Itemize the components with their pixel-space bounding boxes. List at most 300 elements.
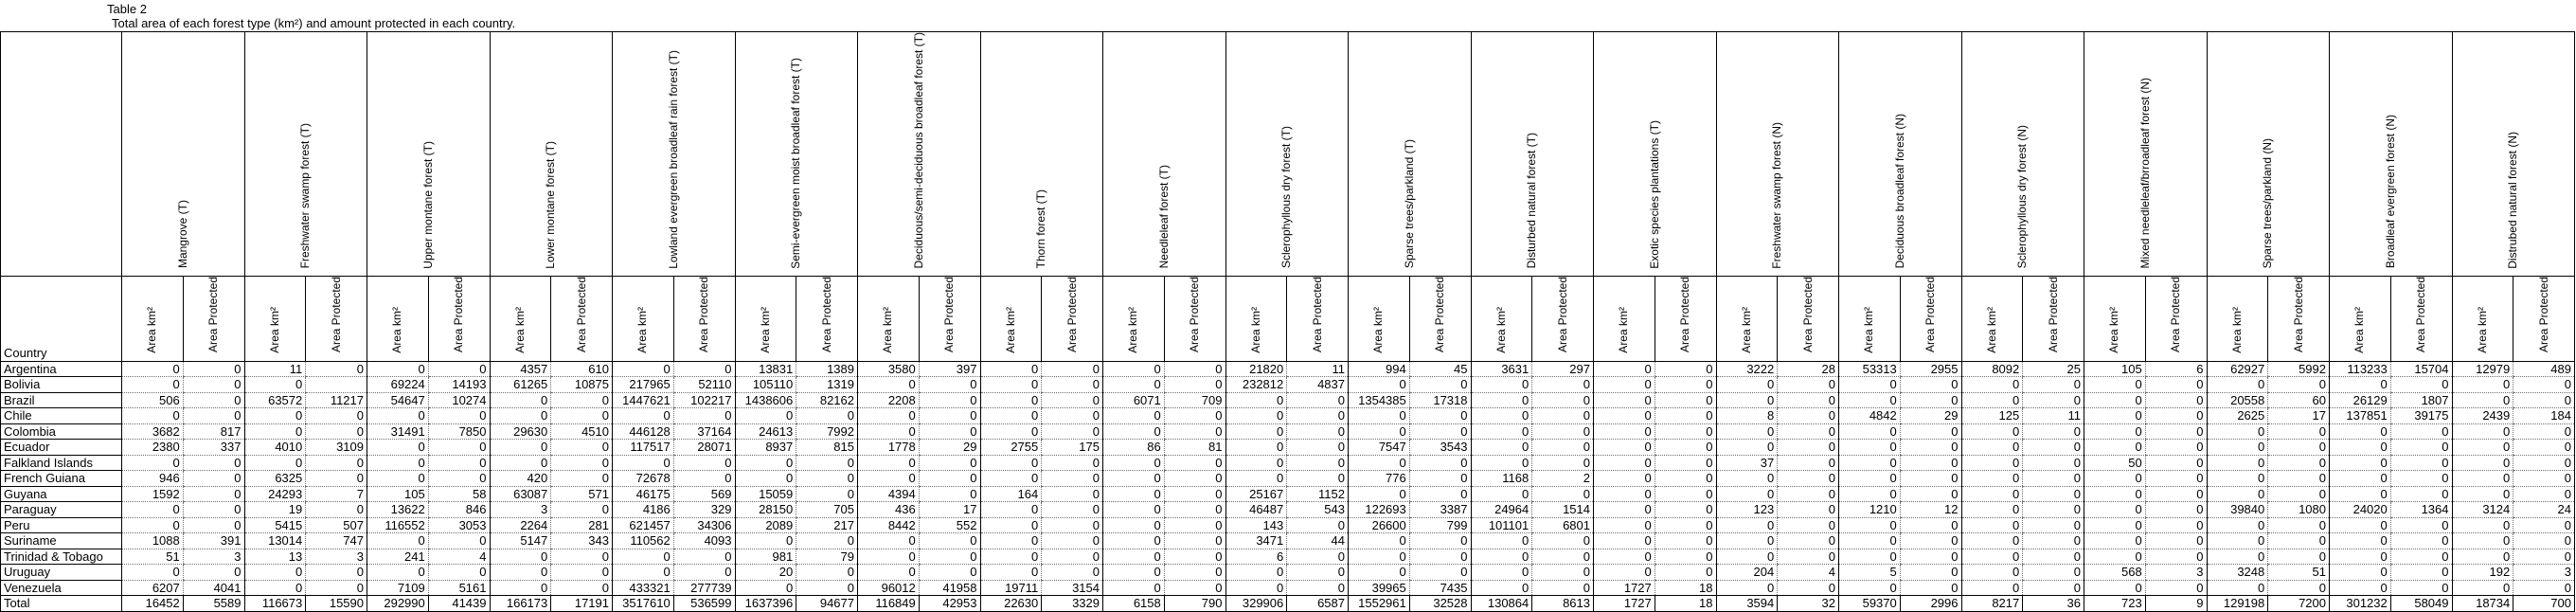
protected-value-cell: 0 bbox=[2023, 565, 2084, 581]
area-value-cell: 16452 bbox=[122, 596, 184, 612]
area-value-cell: 22630 bbox=[980, 596, 1042, 612]
forest-type-label: Disturbed natural forest (T) bbox=[1525, 133, 1539, 269]
table-row bbox=[1, 440, 2575, 456]
area-value-cell: 20 bbox=[735, 565, 796, 581]
area-value-cell: 0 bbox=[1471, 392, 1532, 408]
area-value-cell: 61265 bbox=[490, 377, 551, 393]
protected-value-cell: 0 bbox=[428, 471, 490, 487]
area-value-cell: 3580 bbox=[858, 361, 920, 377]
protected-value-cell: 0 bbox=[1900, 392, 1961, 408]
area-subheader bbox=[1471, 277, 1532, 361]
table-row bbox=[1, 486, 2575, 502]
forest-type-label: Lower montane forest (T) bbox=[544, 140, 558, 269]
area-value-cell: 192 bbox=[2452, 565, 2513, 581]
protected-value-cell: 41439 bbox=[428, 596, 490, 612]
area-value-cell: 2380 bbox=[122, 440, 184, 456]
area-value-cell: 0 bbox=[1961, 440, 2023, 456]
area-value-cell: 0 bbox=[1594, 455, 1655, 471]
protected-value-cell: 6587 bbox=[1287, 596, 1349, 612]
area-value-cell: 6325 bbox=[244, 471, 306, 487]
protected-value-cell: 18 bbox=[1655, 580, 1716, 596]
area-value-cell: 8937 bbox=[735, 440, 796, 456]
protected-value-cell: 6 bbox=[2145, 361, 2207, 377]
area-value-cell: 0 bbox=[244, 377, 306, 393]
protected-value-cell: 0 bbox=[2268, 517, 2330, 533]
protected-value-cell: 17 bbox=[919, 502, 980, 518]
area-value-cell: 26600 bbox=[1349, 517, 1410, 533]
area-value-cell: 0 bbox=[1225, 423, 1287, 440]
protected-value-cell: 0 bbox=[2268, 471, 2330, 487]
area-value-cell: 105 bbox=[367, 486, 429, 502]
area-value-cell: 0 bbox=[1594, 549, 1655, 565]
area-value-cell: 0 bbox=[1839, 392, 1901, 408]
protected-value-cell: 3053 bbox=[428, 517, 490, 533]
area-value-cell: 0 bbox=[2330, 533, 2391, 549]
area-value-cell: 0 bbox=[2330, 486, 2391, 502]
area-subheader bbox=[735, 277, 796, 361]
protected-value-cell: 10274 bbox=[428, 392, 490, 408]
area-value-cell: 0 bbox=[1594, 408, 1655, 424]
protected-value-cell: 0 bbox=[306, 361, 367, 377]
area-value-cell: 1778 bbox=[858, 440, 920, 456]
protected-value-cell: 10875 bbox=[551, 377, 613, 393]
area-value-cell: 0 bbox=[1961, 392, 2023, 408]
area-value-cell: 0 bbox=[2452, 549, 2513, 565]
protected-value-cell: 0 bbox=[2390, 533, 2452, 549]
protected-subheader-label: Area Protected bbox=[1555, 277, 1569, 353]
protected-value-cell: 0 bbox=[1655, 471, 1716, 487]
area-value-cell: 0 bbox=[2452, 580, 2513, 596]
area-value-cell: 204 bbox=[1716, 565, 1778, 581]
country-cell: Colombia bbox=[1, 423, 122, 440]
protected-value-cell: 0 bbox=[1900, 549, 1961, 565]
protected-value-cell: 0 bbox=[428, 533, 490, 549]
area-value-cell: 0 bbox=[1961, 455, 2023, 471]
protected-value-cell: 507 bbox=[306, 517, 367, 533]
protected-value-cell: 0 bbox=[183, 377, 244, 393]
area-value-cell: 53313 bbox=[1839, 361, 1901, 377]
protected-value-cell: 0 bbox=[919, 455, 980, 471]
forest-type-header bbox=[613, 32, 736, 277]
protected-value-cell: 3154 bbox=[1042, 580, 1103, 596]
area-value-cell: 0 bbox=[2207, 455, 2268, 471]
area-subheader bbox=[1225, 277, 1287, 361]
area-value-cell: 0 bbox=[1594, 565, 1655, 581]
area-value-cell: 54647 bbox=[367, 392, 429, 408]
area-value-cell: 0 bbox=[2207, 440, 2268, 456]
area-value-cell: 26129 bbox=[2330, 392, 2391, 408]
table-row bbox=[1, 502, 2575, 518]
protected-value-cell: 0 bbox=[2023, 549, 2084, 565]
protected-subheader bbox=[2023, 277, 2084, 361]
area-value-cell: 6158 bbox=[1103, 596, 1165, 612]
protected-value-cell: 0 bbox=[2390, 471, 2452, 487]
protected-subheader bbox=[1409, 277, 1471, 361]
area-value-cell: 63087 bbox=[490, 486, 551, 502]
area-value-cell: 0 bbox=[1716, 486, 1778, 502]
protected-subheader bbox=[2268, 277, 2330, 361]
area-value-cell: 2208 bbox=[858, 392, 920, 408]
area-value-cell: 0 bbox=[2084, 423, 2146, 440]
area-value-cell: 0 bbox=[1471, 455, 1532, 471]
protected-subheader-label: Area Protected bbox=[1064, 277, 1079, 353]
protected-value-cell: 0 bbox=[2513, 580, 2575, 596]
protected-value-cell: 5161 bbox=[428, 580, 490, 596]
protected-subheader-label: Area Protected bbox=[2291, 277, 2305, 353]
forest-type-label: Semi-evergreen moist broadleaf forest (T) bbox=[789, 57, 803, 269]
protected-value-cell: 0 bbox=[1042, 408, 1103, 424]
area-value-cell: 12979 bbox=[2452, 361, 2513, 377]
protected-value-cell: 3387 bbox=[1409, 502, 1471, 518]
protected-subheader-label: Area Protected bbox=[942, 277, 957, 353]
protected-value-cell: 0 bbox=[919, 471, 980, 487]
area-value-cell: 0 bbox=[122, 517, 184, 533]
area-value-cell: 19711 bbox=[980, 580, 1042, 596]
protected-value-cell: 0 bbox=[1655, 486, 1716, 502]
forest-type-label: Needleleaf forest (T) bbox=[1156, 165, 1171, 269]
protected-value-cell: 17318 bbox=[1409, 392, 1471, 408]
protected-value-cell: 0 bbox=[1042, 377, 1103, 393]
area-value-cell: 0 bbox=[367, 408, 429, 424]
country-cell: Guyana bbox=[1, 486, 122, 502]
area-subheader-label: Area km² bbox=[635, 306, 650, 353]
protected-subheader bbox=[2145, 277, 2207, 361]
protected-value-cell: 0 bbox=[1778, 471, 1839, 487]
protected-value-cell: 0 bbox=[1655, 423, 1716, 440]
area-subheader bbox=[613, 277, 674, 361]
protected-value-cell: 1389 bbox=[796, 361, 858, 377]
table-row bbox=[1, 565, 2575, 581]
area-value-cell: 292990 bbox=[367, 596, 429, 612]
table-row bbox=[1, 423, 2575, 440]
protected-value-cell: 0 bbox=[1655, 565, 1716, 581]
area-value-cell: 0 bbox=[1716, 580, 1778, 596]
forest-type-label: Freshwater swamp forest (N) bbox=[1770, 121, 1784, 269]
protected-value-cell: 0 bbox=[1655, 549, 1716, 565]
area-value-cell: 37 bbox=[1716, 455, 1778, 471]
area-value-cell: 0 bbox=[1839, 533, 1901, 549]
protected-value-cell: 51 bbox=[2268, 565, 2330, 581]
protected-value-cell: 0 bbox=[1655, 455, 1716, 471]
protected-value-cell: 489 bbox=[2513, 361, 2575, 377]
protected-value-cell: 0 bbox=[1287, 471, 1349, 487]
area-value-cell: 0 bbox=[1103, 549, 1165, 565]
table-row bbox=[1, 517, 2575, 533]
area-value-cell: 0 bbox=[980, 502, 1042, 518]
protected-value-cell: 0 bbox=[1287, 549, 1349, 565]
protected-value-cell: 0 bbox=[1900, 423, 1961, 440]
area-subheader bbox=[244, 277, 306, 361]
protected-value-cell: 0 bbox=[796, 408, 858, 424]
area-value-cell: 0 bbox=[2330, 565, 2391, 581]
protected-value-cell: 0 bbox=[2513, 517, 2575, 533]
area-value-cell: 3248 bbox=[2207, 565, 2268, 581]
protected-value-cell: 0 bbox=[551, 440, 613, 456]
protected-value-cell: 817 bbox=[183, 423, 244, 440]
protected-subheader-label: Area Protected bbox=[1310, 277, 1324, 353]
protected-value-cell: 29 bbox=[1900, 408, 1961, 424]
area-value-cell: 0 bbox=[980, 423, 1042, 440]
protected-subheader-label: Area Protected bbox=[1188, 277, 1202, 353]
forest-type-label: Sclerophyllous dry forest (T) bbox=[1279, 126, 1294, 269]
table-row bbox=[1, 377, 2575, 393]
area-value-cell: 0 bbox=[1103, 486, 1165, 502]
area-value-cell: 0 bbox=[1716, 533, 1778, 549]
area-value-cell: 110562 bbox=[613, 533, 674, 549]
protected-value-cell: 18 bbox=[1655, 596, 1716, 612]
area-value-cell: 0 bbox=[1594, 423, 1655, 440]
area-subheader bbox=[2084, 277, 2146, 361]
protected-value-cell: 8613 bbox=[1532, 596, 1594, 612]
protected-value-cell: 0 bbox=[796, 580, 858, 596]
protected-value-cell: 0 bbox=[2145, 502, 2207, 518]
protected-value-cell: 0 bbox=[1287, 423, 1349, 440]
protected-value-cell: 3543 bbox=[1409, 440, 1471, 456]
area-value-cell: 0 bbox=[367, 471, 429, 487]
protected-subheader-label: Area Protected bbox=[819, 277, 833, 353]
area-value-cell: 0 bbox=[980, 517, 1042, 533]
area-value-cell: 0 bbox=[2330, 377, 2391, 393]
area-value-cell: 0 bbox=[980, 392, 1042, 408]
area-value-cell: 2439 bbox=[2452, 408, 2513, 424]
protected-value-cell: 184 bbox=[2513, 408, 2575, 424]
area-value-cell: 0 bbox=[2084, 486, 2146, 502]
protected-subheader bbox=[2513, 277, 2575, 361]
area-value-cell: 1088 bbox=[122, 533, 184, 549]
protected-value-cell: 391 bbox=[183, 533, 244, 549]
protected-value-cell: 7850 bbox=[428, 423, 490, 440]
area-subheader bbox=[980, 277, 1042, 361]
protected-value-cell: 0 bbox=[1164, 502, 1225, 518]
table-row bbox=[1, 580, 2575, 596]
protected-value-cell: 0 bbox=[2145, 440, 2207, 456]
forest-type-header bbox=[1839, 32, 1962, 277]
area-value-cell: 0 bbox=[980, 533, 1042, 549]
area-value-cell: 0 bbox=[1225, 440, 1287, 456]
protected-value-cell: 11 bbox=[1287, 361, 1349, 377]
country-cell: Total bbox=[1, 596, 122, 612]
protected-value-cell: 0 bbox=[2390, 440, 2452, 456]
protected-value-cell: 0 bbox=[2023, 471, 2084, 487]
area-value-cell: 0 bbox=[2084, 517, 2146, 533]
protected-value-cell: 0 bbox=[1164, 533, 1225, 549]
table-row bbox=[1, 549, 2575, 565]
protected-value-cell: 0 bbox=[1532, 565, 1594, 581]
area-value-cell: 446128 bbox=[613, 423, 674, 440]
protected-value-cell: 0 bbox=[1409, 549, 1471, 565]
protected-value-cell: 34306 bbox=[673, 517, 735, 533]
area-value-cell: 3682 bbox=[122, 423, 184, 440]
area-value-cell: 0 bbox=[980, 455, 1042, 471]
protected-value-cell: 329 bbox=[673, 502, 735, 518]
area-value-cell: 0 bbox=[980, 361, 1042, 377]
protected-value-cell: 0 bbox=[1655, 533, 1716, 549]
protected-subheader bbox=[183, 277, 244, 361]
area-value-cell: 8092 bbox=[1961, 361, 2023, 377]
protected-value-cell: 0 bbox=[1778, 392, 1839, 408]
area-value-cell: 0 bbox=[613, 361, 674, 377]
area-value-cell: 0 bbox=[1103, 455, 1165, 471]
protected-value-cell: 281 bbox=[551, 517, 613, 533]
protected-value-cell: 0 bbox=[2145, 471, 2207, 487]
area-value-cell: 0 bbox=[1349, 533, 1410, 549]
area-value-cell: 21820 bbox=[1225, 361, 1287, 377]
area-value-cell: 122693 bbox=[1349, 502, 1410, 518]
country-header: Country bbox=[1, 277, 122, 361]
area-value-cell: 0 bbox=[1716, 423, 1778, 440]
area-value-cell: 3124 bbox=[2452, 502, 2513, 518]
area-subheader-label: Area km² bbox=[1862, 306, 1876, 353]
protected-value-cell: 0 bbox=[2023, 502, 2084, 518]
area-value-cell: 0 bbox=[1839, 580, 1901, 596]
forest-type-header bbox=[2330, 32, 2453, 277]
area-value-cell: 0 bbox=[1839, 423, 1901, 440]
area-value-cell: 13831 bbox=[735, 361, 796, 377]
area-subheader-label: Area km² bbox=[758, 306, 772, 353]
area-value-cell: 8 bbox=[1716, 408, 1778, 424]
protected-value-cell: 0 bbox=[1900, 471, 1961, 487]
area-subheader-label: Area km² bbox=[1126, 306, 1140, 353]
area-value-cell: 1727 bbox=[1594, 580, 1655, 596]
protected-value-cell: 0 bbox=[919, 486, 980, 502]
protected-subheader-label: Area Protected bbox=[2536, 277, 2550, 353]
area-subheader bbox=[1594, 277, 1655, 361]
area-value-cell: 46175 bbox=[613, 486, 674, 502]
area-value-cell: 24020 bbox=[2330, 502, 2391, 518]
forest-type-header bbox=[2084, 32, 2208, 277]
area-value-cell: 6207 bbox=[122, 580, 184, 596]
protected-value-cell: 0 bbox=[306, 502, 367, 518]
protected-value-cell: 0 bbox=[1532, 486, 1594, 502]
area-value-cell: 0 bbox=[2330, 580, 2391, 596]
protected-value-cell: 0 bbox=[2023, 486, 2084, 502]
protected-value-cell: 0 bbox=[1900, 455, 1961, 471]
area-subheader-label: Area km² bbox=[881, 306, 895, 353]
protected-value-cell: 0 bbox=[183, 486, 244, 502]
area-value-cell: 69224 bbox=[367, 377, 429, 393]
area-value-cell: 0 bbox=[244, 565, 306, 581]
protected-value-cell: 0 bbox=[1287, 580, 1349, 596]
protected-value-cell: 0 bbox=[1164, 455, 1225, 471]
country-cell: Venezuela bbox=[1, 580, 122, 596]
area-value-cell: 0 bbox=[1103, 423, 1165, 440]
area-value-cell: 723 bbox=[2084, 596, 2146, 612]
forest-type-header bbox=[1594, 32, 1717, 277]
protected-value-cell: 277739 bbox=[673, 580, 735, 596]
protected-value-cell: 0 bbox=[1409, 423, 1471, 440]
protected-value-cell: 0 bbox=[1042, 486, 1103, 502]
protected-value-cell: 2 bbox=[1532, 471, 1594, 487]
area-value-cell: 117517 bbox=[613, 440, 674, 456]
protected-value-cell: 3 bbox=[2513, 565, 2575, 581]
area-value-cell: 0 bbox=[1471, 440, 1532, 456]
area-value-cell: 0 bbox=[1103, 361, 1165, 377]
protected-value-cell: 4 bbox=[428, 549, 490, 565]
area-value-cell: 0 bbox=[122, 408, 184, 424]
area-value-cell: 101101 bbox=[1471, 517, 1532, 533]
area-value-cell: 6 bbox=[1225, 549, 1287, 565]
area-value-cell: 0 bbox=[2207, 377, 2268, 393]
forest-type-label: Exotic species plantations (T) bbox=[1647, 119, 1661, 269]
area-value-cell: 62927 bbox=[2207, 361, 2268, 377]
protected-value-cell: 0 bbox=[1532, 580, 1594, 596]
protected-value-cell: 0 bbox=[2145, 377, 2207, 393]
protected-value-cell: 3 bbox=[183, 549, 244, 565]
area-value-cell: 301232 bbox=[2330, 596, 2391, 612]
country-cell: Falkland Islands bbox=[1, 455, 122, 471]
area-value-cell: 0 bbox=[2452, 533, 2513, 549]
protected-value-cell: 36 bbox=[2023, 596, 2084, 612]
forest-type-header bbox=[490, 32, 613, 277]
area-value-cell: 0 bbox=[1103, 533, 1165, 549]
protected-value-cell: 1152 bbox=[1287, 486, 1349, 502]
area-value-cell: 0 bbox=[1103, 517, 1165, 533]
area-value-cell: 621457 bbox=[613, 517, 674, 533]
area-value-cell: 1637396 bbox=[735, 596, 796, 612]
area-value-cell: 0 bbox=[1349, 455, 1410, 471]
country-cell: Peru bbox=[1, 517, 122, 533]
protected-value-cell: 28 bbox=[1778, 361, 1839, 377]
table-caption: Total area of each forest type (km²) and amount protected in each country. bbox=[112, 16, 516, 30]
area-value-cell: 18734 bbox=[2452, 596, 2513, 612]
protected-value-cell: 0 bbox=[1655, 361, 1716, 377]
protected-value-cell: 1514 bbox=[1532, 502, 1594, 518]
protected-value-cell: 41958 bbox=[919, 580, 980, 596]
protected-value-cell: 0 bbox=[673, 549, 735, 565]
area-value-cell: 0 bbox=[1594, 392, 1655, 408]
area-value-cell: 0 bbox=[858, 549, 920, 565]
area-value-cell: 0 bbox=[244, 455, 306, 471]
area-value-cell: 3631 bbox=[1471, 361, 1532, 377]
protected-value-cell: 610 bbox=[551, 361, 613, 377]
area-value-cell: 2264 bbox=[490, 517, 551, 533]
forest-type-header bbox=[2452, 32, 2575, 277]
protected-value-cell: 0 bbox=[183, 408, 244, 424]
forest-type-header bbox=[1103, 32, 1226, 277]
protected-value-cell: 0 bbox=[551, 580, 613, 596]
area-value-cell: 116849 bbox=[858, 596, 920, 612]
protected-value-cell: 0 bbox=[2513, 486, 2575, 502]
forest-type-header bbox=[1225, 32, 1349, 277]
area-subheader bbox=[490, 277, 551, 361]
protected-value-cell: 0 bbox=[1409, 471, 1471, 487]
area-value-cell: 0 bbox=[1716, 440, 1778, 456]
protected-value-cell: 0 bbox=[306, 580, 367, 596]
protected-value-cell: 0 bbox=[306, 408, 367, 424]
area-value-cell: 0 bbox=[1839, 377, 1901, 393]
area-value-cell: 0 bbox=[1103, 377, 1165, 393]
protected-value-cell: 0 bbox=[1164, 408, 1225, 424]
protected-value-cell: 0 bbox=[1532, 455, 1594, 471]
protected-value-cell: 217 bbox=[796, 517, 858, 533]
protected-value-cell: 102217 bbox=[673, 392, 735, 408]
protected-value-cell: 28071 bbox=[673, 440, 735, 456]
protected-value-cell: 0 bbox=[1655, 517, 1716, 533]
area-value-cell: 63572 bbox=[244, 392, 306, 408]
protected-value-cell: 799 bbox=[1409, 517, 1471, 533]
protected-value-cell: 0 bbox=[2513, 440, 2575, 456]
area-value-cell: 0 bbox=[244, 408, 306, 424]
area-value-cell: 0 bbox=[1839, 471, 1901, 487]
protected-value-cell: 4510 bbox=[551, 423, 613, 440]
protected-value-cell: 709 bbox=[1164, 392, 1225, 408]
protected-value-cell: 3 bbox=[306, 549, 367, 565]
area-value-cell: 28150 bbox=[735, 502, 796, 518]
protected-value-cell: 0 bbox=[1532, 533, 1594, 549]
protected-value-cell: 0 bbox=[1655, 440, 1716, 456]
protected-value-cell: 32 bbox=[1778, 596, 1839, 612]
protected-value-cell: 15704 bbox=[2390, 361, 2452, 377]
